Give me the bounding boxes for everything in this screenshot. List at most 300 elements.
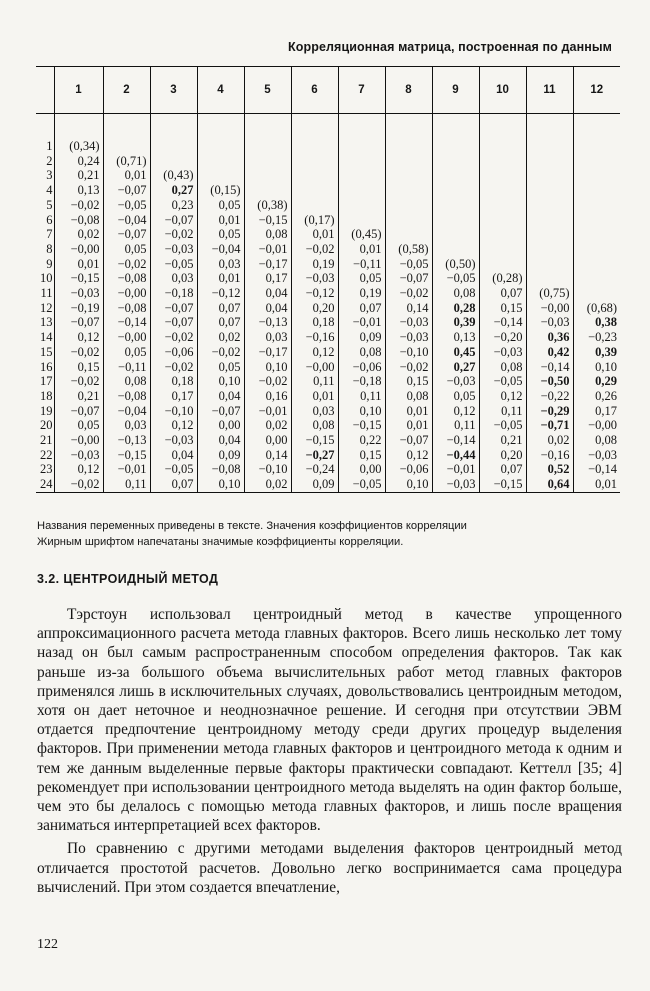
table-cell — [432, 154, 479, 169]
spacer-cell — [244, 114, 291, 140]
row-index-cell: 19 — [40, 403, 53, 418]
table-cell: 0,00 — [338, 462, 385, 477]
table-cell: −0,05 — [338, 477, 385, 492]
table-cell — [432, 227, 479, 242]
table-cell: −0,04 — [103, 404, 150, 419]
table-cell: 0,03 — [150, 271, 197, 286]
table-cell: −0,18 — [338, 374, 385, 389]
table-cell: −0,10 — [385, 345, 432, 360]
table-cell — [432, 198, 479, 213]
table-cell: −0,00 — [103, 286, 150, 301]
table-cell: (0,15) — [197, 183, 244, 198]
table-cell: 0,05 — [54, 418, 103, 433]
table-cell: 0,07 — [479, 462, 526, 477]
table-cell — [526, 462, 573, 477]
table-cell — [479, 168, 526, 183]
significant-value: 0,42 — [547, 344, 570, 359]
table-cell: 0,17 — [573, 404, 620, 419]
table-cell: −0,14 — [526, 360, 573, 375]
table-cell: −0,05 — [150, 257, 197, 272]
table-cell: −0,03 — [526, 315, 573, 330]
table-cell: −0,15 — [479, 477, 526, 492]
table-cell: 0,04 — [244, 301, 291, 316]
table-cell: −0,06 — [150, 345, 197, 360]
page-number: 122 — [37, 937, 58, 952]
table-cell — [526, 330, 573, 345]
table-row — [36, 330, 620, 345]
table-cell: −0,17 — [244, 257, 291, 272]
table-cell: −0,14 — [479, 315, 526, 330]
paragraph-2: По сравнению с другими методами выделения факторов центроидный метод отличается простотой расчетов. Довольно легко воспринимается сама процедура вычислений. При этом создается впечатление, — [37, 840, 622, 896]
table-header-row — [36, 67, 620, 114]
spacer-cell — [197, 114, 244, 140]
table-cell: 0,15 — [338, 448, 385, 463]
table-cell: −0,07 — [103, 227, 150, 242]
row-index-cell: 9 — [46, 256, 53, 271]
table-cell — [479, 213, 526, 228]
table-cell: 0,12 — [385, 448, 432, 463]
table-cell — [197, 154, 244, 169]
table-cell: (0,50) — [432, 257, 479, 272]
table-row — [36, 271, 620, 286]
table-cell: −0,04 — [103, 213, 150, 228]
table-cell: −0,08 — [103, 271, 150, 286]
table-cell: 0,00 — [197, 418, 244, 433]
table-cell: (0,71) — [103, 154, 150, 169]
table-cell: 0,01 — [291, 389, 338, 404]
table-cell: −0,11 — [338, 257, 385, 272]
column-header: 6 — [291, 67, 338, 114]
table-cell — [526, 404, 573, 419]
table-cell: −0,02 — [103, 257, 150, 272]
table-cell: 0,10 — [385, 477, 432, 492]
table-cell — [244, 183, 291, 198]
table-row — [36, 477, 620, 492]
table-cell — [150, 139, 197, 154]
table-cell: 0,03 — [197, 257, 244, 272]
table-row — [36, 389, 620, 404]
table-cell: −0,03 — [54, 448, 103, 463]
table-row — [36, 418, 620, 433]
table-cell — [573, 198, 620, 213]
table-cell: 0,17 — [244, 271, 291, 286]
section-title: 3.2. ЦЕНТРОИДНЫЙ МЕТОД — [37, 572, 219, 586]
table-cell: 0,21 — [54, 168, 103, 183]
table-cell: −0,06 — [338, 360, 385, 375]
row-index-cell: 7 — [46, 227, 53, 242]
table-cell: −0,03 — [479, 345, 526, 360]
significant-value: −0,50 — [540, 374, 570, 389]
body-text — [37, 605, 622, 897]
table-cell: 0,21 — [54, 389, 103, 404]
row-index-cell: 6 — [46, 212, 53, 227]
table-cell: 0,05 — [103, 242, 150, 257]
significant-value: 0,45 — [453, 344, 476, 359]
table-cell: −0,10 — [244, 462, 291, 477]
table-cell: −0,03 — [150, 433, 197, 448]
spacer-cell — [432, 114, 479, 140]
table-cell: −0,05 — [479, 374, 526, 389]
table-cell: 0,07 — [479, 286, 526, 301]
table-cell: 0,01 — [197, 271, 244, 286]
row-index-cell: 13 — [40, 315, 53, 330]
table-cell — [526, 345, 573, 360]
table-cell — [573, 345, 620, 360]
table-cell: 0,11 — [103, 477, 150, 492]
table-cell: −0,13 — [244, 315, 291, 330]
column-header: 12 — [573, 67, 620, 114]
table-cell: 0,11 — [479, 404, 526, 419]
table-cell: 0,10 — [197, 374, 244, 389]
table-row — [36, 139, 620, 154]
table-cell: (0,34) — [54, 139, 103, 154]
table-cell: 0,05 — [432, 389, 479, 404]
table-row — [36, 213, 620, 228]
table-cell: −0,07 — [197, 404, 244, 419]
correlation-table — [36, 66, 620, 493]
table-cell: −0,15 — [54, 271, 103, 286]
table-cell — [197, 168, 244, 183]
table-cell: 0,01 — [197, 213, 244, 228]
table-cell: −0,03 — [54, 286, 103, 301]
table-cell: 0,11 — [432, 418, 479, 433]
row-index-cell: 24 — [36, 477, 54, 492]
table-cell — [244, 154, 291, 169]
table-cell: 0,26 — [573, 389, 620, 404]
table-cell: −0,07 — [54, 315, 103, 330]
table-cell: 0,04 — [150, 448, 197, 463]
table-cell: −0,05 — [479, 418, 526, 433]
table-cell: −0,03 — [291, 271, 338, 286]
table-cell: (0,38) — [244, 198, 291, 213]
table-cell — [150, 154, 197, 169]
table-row — [36, 433, 620, 448]
table-cell: 0,20 — [479, 448, 526, 463]
table-cell — [526, 183, 573, 198]
table-cell: −0,02 — [150, 360, 197, 375]
table-cell: 0,02 — [54, 227, 103, 242]
table-cell — [432, 213, 479, 228]
spacer-cell — [291, 114, 338, 140]
column-header: 3 — [150, 67, 197, 114]
table-cell: −0,05 — [103, 198, 150, 213]
table-cell: 0,05 — [197, 227, 244, 242]
table-cell: −0,16 — [526, 448, 573, 463]
table-cell: 0,19 — [291, 257, 338, 272]
row-index-cell: 16 — [40, 359, 53, 374]
spacer-cell — [338, 114, 385, 140]
table-cell — [432, 448, 479, 463]
table-cell: 0,01 — [54, 257, 103, 272]
table-cell: −0,02 — [291, 242, 338, 257]
table-cell — [526, 374, 573, 389]
table-cell: −0,03 — [150, 242, 197, 257]
table-cell: −0,10 — [150, 404, 197, 419]
row-index-cell: 8 — [46, 241, 53, 256]
table-cell: 0,17 — [150, 389, 197, 404]
table-cell: −0,07 — [150, 213, 197, 228]
table-cell: (0,17) — [291, 213, 338, 228]
table-cell: 0,12 — [432, 404, 479, 419]
table-cell — [338, 168, 385, 183]
row-index-cell: 1 — [46, 139, 53, 153]
table-cell: −0,02 — [385, 286, 432, 301]
spacer-cell — [526, 114, 573, 140]
table-row — [36, 168, 620, 183]
table-cell — [432, 301, 479, 316]
table-cell: 0,22 — [338, 433, 385, 448]
table-cell: −0,12 — [291, 286, 338, 301]
table-row — [36, 227, 620, 242]
table-cell: −0,07 — [54, 404, 103, 419]
table-cell: 0,01 — [338, 242, 385, 257]
table-cell: 0,07 — [197, 301, 244, 316]
spacer-cell — [36, 114, 54, 140]
row-index-cell: 2 — [46, 153, 53, 168]
table-cell: −0,15 — [338, 418, 385, 433]
table-body — [36, 114, 620, 493]
table-cell: −0,01 — [432, 462, 479, 477]
table-caption — [37, 518, 622, 550]
table-cell — [573, 271, 620, 286]
table-cell — [338, 183, 385, 198]
table-cell — [338, 213, 385, 228]
correlation-matrix — [36, 66, 620, 493]
table-cell: 0,05 — [197, 360, 244, 375]
table-cell: 0,10 — [338, 404, 385, 419]
table-row — [36, 286, 620, 301]
table-cell: 0,24 — [54, 154, 103, 169]
table-cell: 0,15 — [54, 360, 103, 375]
table-cell: −0,24 — [291, 462, 338, 477]
table-cell — [432, 345, 479, 360]
significant-value: 0,36 — [547, 330, 570, 345]
significant-value: −0,71 — [540, 418, 570, 433]
table-cell: −0,05 — [385, 257, 432, 272]
table-cell: −0,01 — [338, 315, 385, 330]
column-header: 11 — [526, 67, 573, 114]
table-cell — [432, 360, 479, 375]
running-head: Корреляционная матрица, построенная по данным — [288, 40, 612, 54]
table-cell: −0,14 — [432, 433, 479, 448]
table-cell — [291, 183, 338, 198]
paragraph-1: Тэрстоун использовал центроидный метод в качестве упрощенного аппроксимационного расчета метода главных факторов. Всего лишь несколько лет тому назад он был самым распространенным способом определения факторов. Так как раньше из-за большого объема вычислительных работ метод главных факторов применялся лишь в исключительных случаях, довольствовались центроидным методом, хотя он дает неточное и неоднозначное решение. И сегодня при отсутствии ЭВМ отдается предпочтение центроидному методу среди других процедур выделения факторов. При применении метода главных факторов и центроидного метода к одним и тем же данным выделенные первые факторы практически совпадают. Кеттелл [35; 4] рекомендует при использовании центроидного метода выделять на один фактор больше, чем это бы делалось с помощью метода главных факторов, и лишь после вращения заниматься интерпретацией всех факторов. — [37, 606, 622, 835]
significant-value: 0,29 — [595, 374, 617, 389]
table-cell: −0,02 — [150, 227, 197, 242]
table-row — [36, 242, 620, 257]
row-index-cell: 3 — [46, 168, 53, 183]
table-cell: −0,01 — [244, 404, 291, 419]
table-cell — [385, 168, 432, 183]
table-cell: −0,12 — [197, 286, 244, 301]
table-cell — [338, 154, 385, 169]
table-cell: −0,07 — [103, 183, 150, 198]
table-cell: −0,00 — [103, 330, 150, 345]
table-cell: 0,01 — [385, 404, 432, 419]
table-cell: −0,22 — [526, 389, 573, 404]
table-row — [36, 448, 620, 463]
table-cell: −0,14 — [103, 315, 150, 330]
table-cell — [385, 198, 432, 213]
table-cell: −0,03 — [432, 374, 479, 389]
table-cell: −0,15 — [103, 448, 150, 463]
table-cell: 0,01 — [103, 168, 150, 183]
table-cell: 0,08 — [103, 374, 150, 389]
table-cell: −0,07 — [150, 315, 197, 330]
table-cell — [573, 374, 620, 389]
table-cell: 0,11 — [291, 374, 338, 389]
table-cell — [526, 271, 573, 286]
table-cell: 0,07 — [338, 301, 385, 316]
table-cell: −0,01 — [103, 462, 150, 477]
table-cell — [385, 154, 432, 169]
significant-value: −0,27 — [305, 447, 335, 462]
table-cell: 0,13 — [54, 183, 103, 198]
table-row — [36, 301, 620, 316]
table-cell: −0,03 — [432, 477, 479, 492]
table-spacer-row — [36, 114, 620, 140]
table-cell: 0,00 — [244, 433, 291, 448]
table-cell: 0,05 — [103, 345, 150, 360]
table-cell — [526, 198, 573, 213]
table-cell: −0,07 — [150, 301, 197, 316]
table-cell: −0,02 — [197, 345, 244, 360]
table-cell — [573, 242, 620, 257]
table-cell: 0,04 — [244, 286, 291, 301]
table-cell — [338, 139, 385, 154]
table-cell — [385, 227, 432, 242]
table-cell — [385, 213, 432, 228]
table-cell: (0,28) — [479, 271, 526, 286]
table-cell: 0,09 — [338, 330, 385, 345]
table-cell: −0,00 — [573, 418, 620, 433]
table-cell — [573, 154, 620, 169]
table-cell: −0,20 — [479, 330, 526, 345]
table-cell — [573, 213, 620, 228]
table-cell: 0,03 — [103, 418, 150, 433]
table-cell: −0,02 — [385, 360, 432, 375]
significant-value: 0,64 — [547, 477, 570, 492]
row-index-header — [36, 67, 54, 114]
table-cell: 0,19 — [338, 286, 385, 301]
significant-value: 0,39 — [595, 344, 617, 359]
row-index-cell: 20 — [40, 418, 53, 433]
spacer-cell — [479, 114, 526, 140]
column-header: 10 — [479, 67, 526, 114]
table-cell: 0,08 — [573, 433, 620, 448]
table-cell: 0,04 — [197, 389, 244, 404]
table-cell: −0,00 — [54, 433, 103, 448]
table-cell: 0,08 — [291, 418, 338, 433]
table-cell: 0,01 — [573, 477, 620, 492]
table-cell: 0,15 — [479, 301, 526, 316]
table-row — [36, 404, 620, 419]
significant-value: −0,44 — [446, 447, 476, 462]
table-cell — [291, 139, 338, 154]
table-cell — [385, 139, 432, 154]
table-cell: 0,20 — [291, 301, 338, 316]
row-index-cell: 10 — [40, 271, 53, 286]
table-cell — [526, 139, 573, 154]
table-cell: 0,10 — [244, 360, 291, 375]
row-index-cell: 14 — [40, 330, 53, 345]
table-cell — [573, 183, 620, 198]
table-cell: 0,08 — [385, 389, 432, 404]
row-index-cell: 11 — [40, 286, 53, 301]
table-row — [36, 183, 620, 198]
table-cell — [573, 315, 620, 330]
table-cell: 0,18 — [150, 374, 197, 389]
table-cell: 0,03 — [244, 330, 291, 345]
table-cell — [432, 139, 479, 154]
significant-value: 0,28 — [453, 300, 476, 315]
table-row — [36, 198, 620, 213]
table-cell: −0,05 — [150, 462, 197, 477]
table-cell: −0,02 — [54, 477, 103, 492]
table-cell: −0,00 — [54, 242, 103, 257]
significant-value: 0,39 — [453, 315, 476, 330]
table-cell — [479, 183, 526, 198]
table-cell — [385, 183, 432, 198]
table-cell — [526, 154, 573, 169]
column-header: 5 — [244, 67, 291, 114]
table-cell — [103, 139, 150, 154]
table-row — [36, 345, 620, 360]
table-cell: 0,01 — [291, 227, 338, 242]
table-cell: 0,13 — [432, 330, 479, 345]
table-cell: 0,14 — [385, 301, 432, 316]
table-cell: 0,03 — [291, 404, 338, 419]
table-cell: 0,10 — [197, 477, 244, 492]
table-cell: 0,02 — [244, 418, 291, 433]
row-index-cell: 17 — [40, 374, 53, 389]
table-cell: −0,08 — [54, 213, 103, 228]
table-cell — [573, 168, 620, 183]
column-header: 8 — [385, 67, 432, 114]
table-cell: 0,09 — [197, 448, 244, 463]
table-cell: 0,08 — [338, 345, 385, 360]
table-cell: −0,02 — [54, 345, 103, 360]
table-cell: −0,17 — [244, 345, 291, 360]
table-cell: (0,43) — [150, 168, 197, 183]
table-cell — [479, 242, 526, 257]
table-cell: 0,12 — [54, 330, 103, 345]
row-index-cell: 15 — [40, 344, 53, 359]
table-cell — [432, 183, 479, 198]
table-cell: −0,02 — [54, 198, 103, 213]
table-cell: (0,58) — [385, 242, 432, 257]
table-cell: 0,05 — [197, 198, 244, 213]
row-index-cell: 5 — [46, 197, 53, 212]
table-cell: 0,04 — [197, 433, 244, 448]
table-cell: −0,18 — [150, 286, 197, 301]
significant-value: 0,27 — [453, 359, 476, 374]
table-cell: 0,11 — [338, 389, 385, 404]
table-cell — [526, 477, 573, 492]
significant-value: 0,52 — [547, 462, 570, 477]
table-row — [36, 154, 620, 169]
table-cell — [244, 139, 291, 154]
table-cell — [526, 168, 573, 183]
table-cell — [479, 154, 526, 169]
table-cell: −0,05 — [432, 271, 479, 286]
table-cell: 0,10 — [573, 360, 620, 375]
caption-line-2: Жирным шрифтом напечатаны значимые коэффициенты корреляции. — [37, 536, 404, 548]
table-cell: 0,12 — [150, 418, 197, 433]
table-cell — [479, 139, 526, 154]
table-cell: 0,18 — [291, 315, 338, 330]
table-cell — [573, 139, 620, 154]
